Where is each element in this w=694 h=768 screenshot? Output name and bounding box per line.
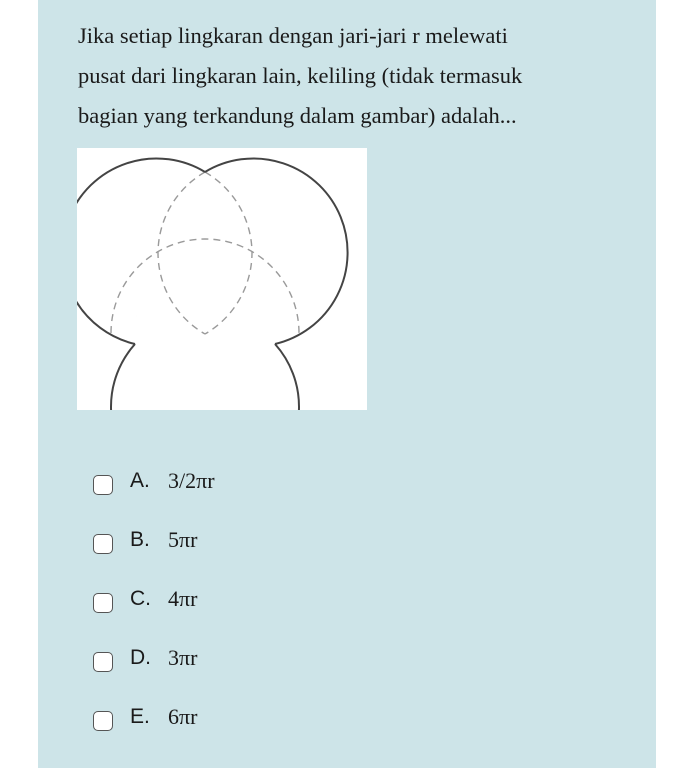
solid-outer-boundary — [77, 158, 348, 410]
dashed-arc-right-circle — [158, 172, 205, 334]
question-line-3: bagian yang terkandung dalam gambar) adalah... — [78, 103, 517, 128]
dashed-interior-arcs — [111, 172, 299, 334]
option-b[interactable] — [93, 517, 493, 576]
option-c-checkbox[interactable] — [93, 593, 113, 613]
option-d[interactable] — [93, 635, 493, 694]
question-line-2: pusat dari lingkaran lain, keliling (tidak termasuk — [78, 63, 523, 88]
option-c[interactable] — [93, 576, 493, 635]
option-d-letter: D. — [130, 646, 151, 669]
dashed-arc-bottom-circle — [111, 239, 299, 333]
question-line-1: Jika setiap lingkaran dengan jari-jari r melewati — [78, 23, 508, 48]
option-e-text: 6πr — [168, 704, 198, 729]
dashed-arc-left-circle — [205, 172, 252, 334]
option-a-checkbox[interactable] — [93, 475, 113, 495]
option-d-checkbox[interactable] — [93, 652, 113, 672]
question-text — [78, 16, 618, 136]
outer-arc-right-circle — [205, 158, 348, 344]
option-c-text: 4πr — [168, 586, 198, 611]
answer-options — [93, 458, 493, 753]
option-e-checkbox[interactable] — [93, 711, 113, 731]
three-circles-figure — [77, 148, 367, 410]
option-a-letter: A. — [130, 469, 150, 492]
option-b-letter: B. — [130, 528, 150, 551]
option-c-letter: C. — [130, 587, 151, 610]
option-a-text: 3/2πr — [168, 468, 215, 493]
option-d-text: 3πr — [168, 645, 198, 670]
three-circles-diagram — [77, 148, 367, 410]
outer-arc-bottom-circle — [111, 344, 299, 410]
option-b-checkbox[interactable] — [93, 534, 113, 554]
option-a[interactable] — [93, 458, 493, 517]
option-e[interactable] — [93, 694, 493, 753]
option-b-text: 5πr — [168, 527, 198, 552]
option-e-letter: E. — [130, 705, 150, 728]
outer-arc-left-circle — [77, 158, 205, 344]
